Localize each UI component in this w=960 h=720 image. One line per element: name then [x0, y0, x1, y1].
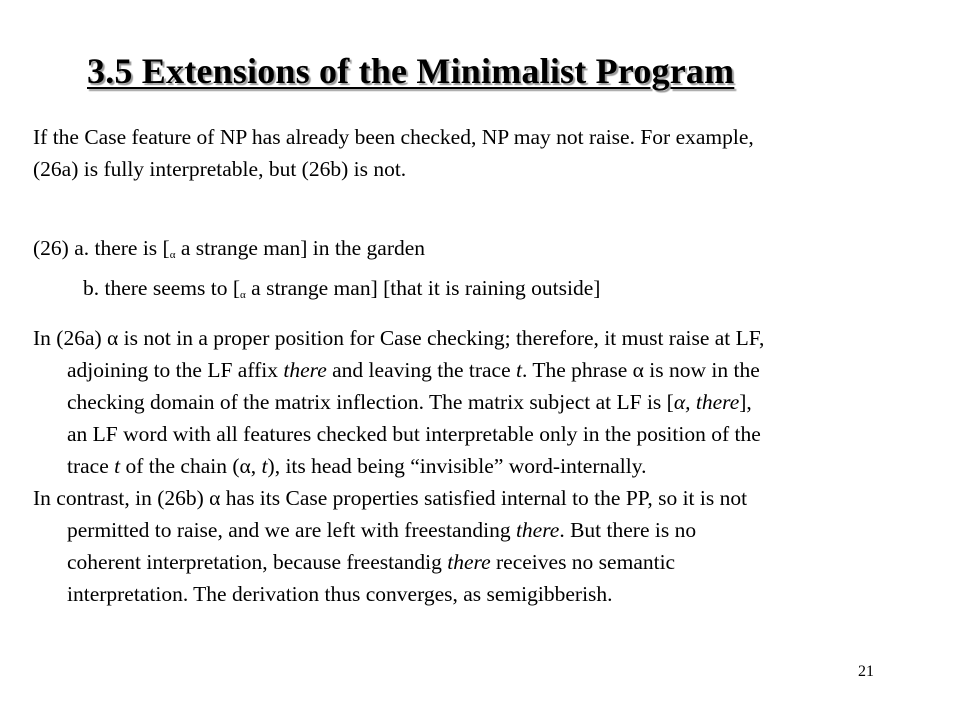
example-26a-suffix: a strange man] in the garden	[175, 236, 426, 260]
para2-line-1: In contrast, in (26b) α has its Case properties satisfied internal to the PP, so it is not	[33, 486, 748, 510]
para1-line-2-text-b: and leaving the trace	[326, 358, 516, 382]
paragraph-26b	[33, 482, 938, 610]
para2-line-2-em-there: there	[515, 518, 560, 542]
examples-block	[33, 232, 933, 304]
intro-paragraph	[33, 121, 933, 185]
example-26a-subscript: α	[169, 249, 176, 261]
para1-line-2-em-there: there	[283, 358, 327, 382]
example-26b-prefix: b. there seems to [	[83, 276, 241, 300]
para2-line-3	[33, 546, 938, 578]
para1-line-5-em-t: t	[114, 454, 121, 478]
para2-line-3-em-there: there	[447, 550, 491, 574]
slide-title: 3.5 Extensions of the Minimalist Program	[87, 51, 735, 91]
para1-line-5-text-a: trace	[67, 454, 115, 478]
para1-line-3-em: α, there	[673, 390, 740, 414]
para1-line-5-text-c: ), its head being “invisible” word-internally.	[267, 454, 647, 478]
para1-line-2-text-c: . The phrase α is now in the	[521, 358, 760, 382]
para2-line-3-text-b: receives no semantic	[490, 550, 676, 574]
para1-line-4: an LF word with all features checked but interpretable only in the position of the	[67, 422, 761, 446]
para2-line-4: interpretation. The derivation thus converges, as semigibberish.	[67, 582, 613, 606]
para2-line-2-text-a: permitted to raise, and we are left with freestanding	[67, 518, 516, 542]
para1-line-5-text-b: of the chain (α,	[120, 454, 262, 478]
page-number: 21	[858, 663, 874, 680]
para1-line-2	[33, 354, 938, 386]
para2-line-2	[33, 514, 938, 546]
para1-line-5	[33, 450, 938, 482]
intro-line-1: If the Case feature of NP has already been checked, NP may not raise. For example,	[33, 125, 754, 149]
para1-line-5-em-t2: t	[261, 454, 268, 478]
para1-line-1: In (26a) α is not in a proper position for Case checking; therefore, it must raise at LF,	[33, 326, 765, 350]
example-26b-suffix: a strange man] [that it is raining outside]	[245, 276, 601, 300]
para2-line-3-text-a: coherent interpretation, because freestandig	[67, 550, 448, 574]
para2-line-2-text-b: . But there is no	[559, 518, 697, 542]
example-26a-prefix: (26) a. there is [	[33, 236, 170, 260]
example-26a	[33, 232, 933, 264]
para1-line-3-text: checking domain of the matrix inflection. The matrix subject at LF is [	[67, 390, 674, 414]
example-26b	[33, 272, 933, 304]
para1-line-3-end: ],	[739, 390, 752, 414]
intro-line-2: (26a) is fully interpretable, but (26b) is not.	[33, 157, 407, 181]
example-26b-subscript: α	[240, 289, 246, 301]
paragraph-26a	[33, 322, 938, 482]
para1-line-3	[33, 386, 938, 418]
para1-line-2-em-t: t	[516, 358, 522, 382]
para1-line-2-text-a: adjoining to the LF affix	[67, 358, 284, 382]
